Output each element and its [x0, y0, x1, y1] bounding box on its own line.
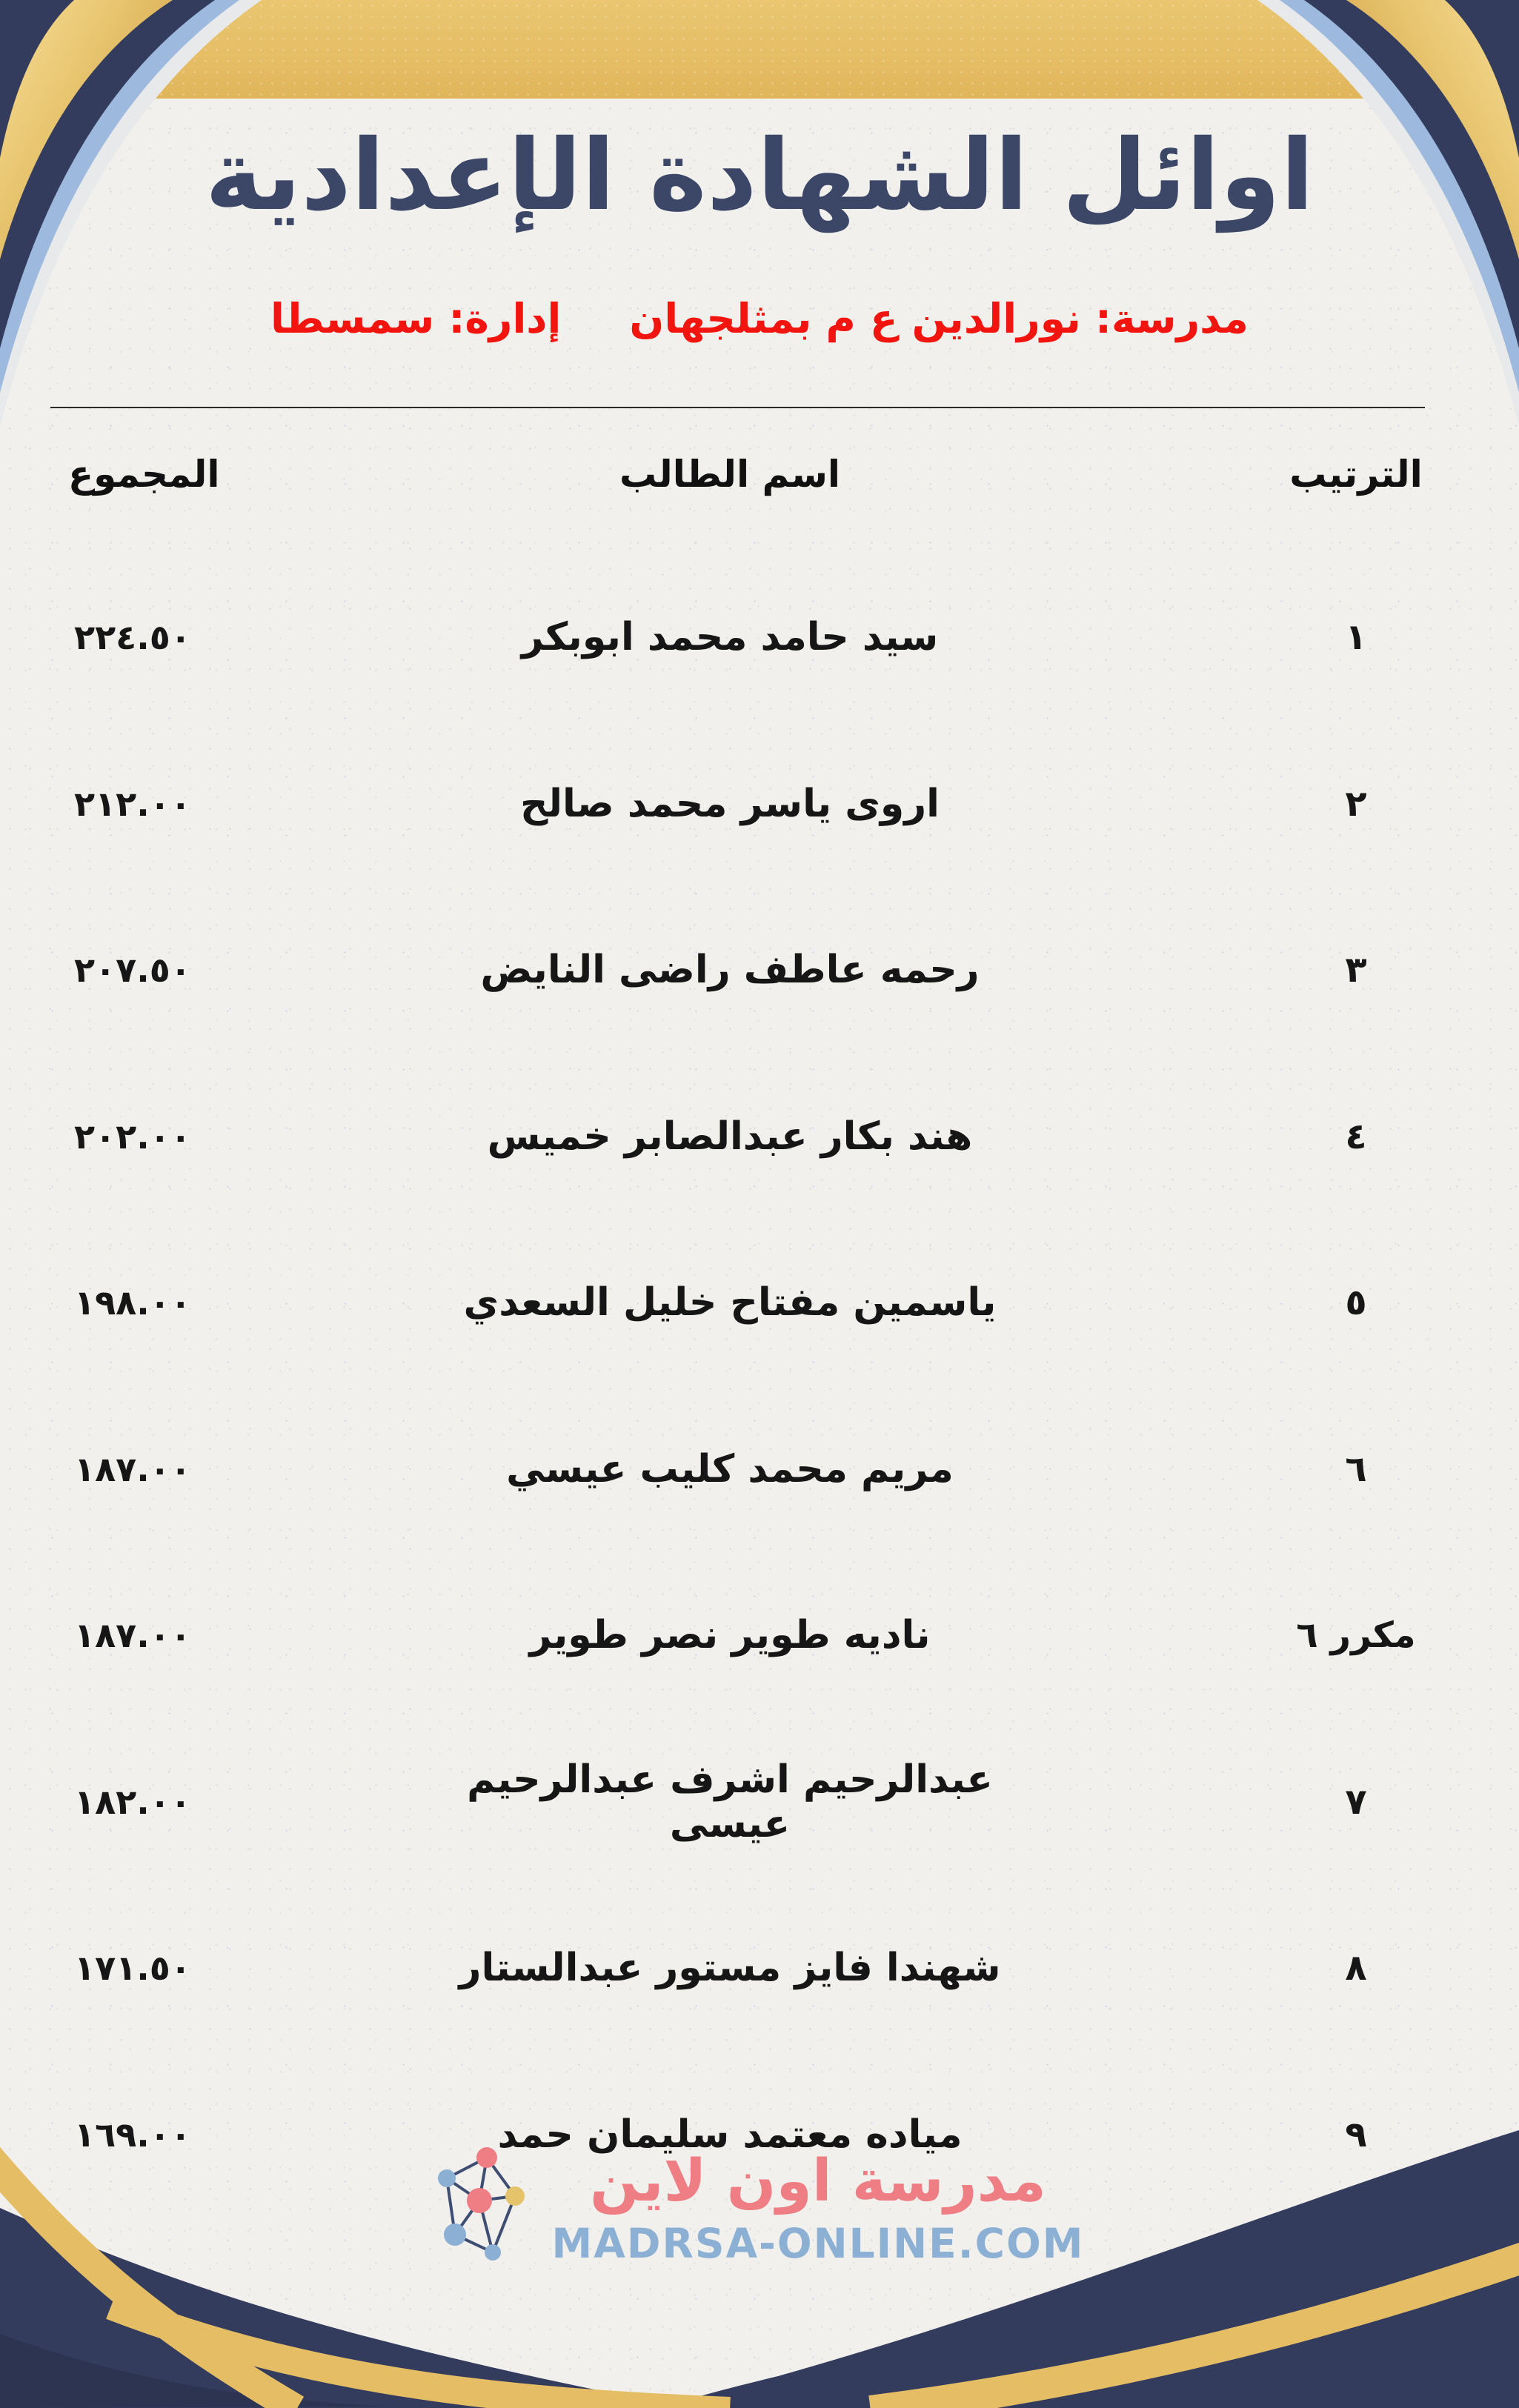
name-cell: شهندا فايز مستور عبدالستار [459, 1946, 1001, 1991]
total-cell: ٢٠٢.٠٠ [74, 1116, 191, 1157]
logo-domain-text: MADRSA-ONLINE.COM [551, 2219, 1085, 2267]
table-row [0, 1719, 1519, 1886]
site-logo [0, 2141, 1519, 2275]
rank-cell: ٦ [1345, 1448, 1367, 1490]
total-cell: ١٦٩.٠٠ [74, 2114, 191, 2155]
table-row [0, 1552, 1519, 1719]
site-logo-text [551, 2147, 1085, 2267]
rank-cell: ٣ [1345, 949, 1367, 991]
rank-cell: ٢ [1345, 782, 1367, 825]
name-cell: عبدالرحيم اشرف عبدالرحيم عيسى [467, 1757, 993, 1846]
network-graph-icon [435, 2141, 531, 2275]
total-cell: ١٨٧.٠٠ [74, 1615, 191, 1656]
name-cell: ياسمين مفتاح خليل السعدي [463, 1280, 997, 1326]
table-row [0, 1054, 1519, 1220]
rank-cell: ٨ [1345, 1947, 1367, 1989]
name-cell: مياده معتمد سليمان حمد [497, 2112, 963, 2157]
name-cell: مريم محمد كليب عيسي [506, 1446, 954, 1491]
table-row [0, 1386, 1519, 1553]
table-row [0, 887, 1519, 1054]
name-cell: ناديه طوير نصر طوير [529, 1613, 931, 1658]
rank-cell: مكرر ٦ [1296, 1614, 1416, 1657]
school-info-line [0, 295, 1519, 342]
total-cell: ١٨٧.٠٠ [74, 1449, 191, 1489]
rank-cell: ٤ [1345, 1115, 1367, 1157]
school-name: مدرسة: نورالدين ع م بمثلجهان [629, 295, 1249, 342]
header-divider [50, 407, 1425, 408]
table-header-row [0, 441, 1519, 508]
table-row [0, 554, 1519, 721]
total-cell: ١٧١.٥٠ [74, 1948, 191, 1989]
administration-name: إدارة: سمسطا [270, 295, 562, 342]
page-title: اوائل الشهادة الإعدادية [205, 119, 1314, 233]
name-cell: هند بكار عبدالصابر خميس [487, 1114, 973, 1159]
total-column-header: المجموع [68, 453, 220, 496]
rank-column-header: الترتيب [1289, 453, 1423, 496]
rank-cell: ٩ [1345, 2113, 1367, 2155]
total-cell: ١٩٨.٠٠ [74, 1283, 191, 1323]
rank-cell: ٧ [1345, 1780, 1367, 1823]
total-cell: ٢١٢.٠٠ [74, 783, 191, 824]
results-table [0, 554, 1519, 2218]
table-row [0, 1220, 1519, 1386]
name-cell: رحمه عاطف راضى النايض [480, 948, 980, 993]
total-cell: ٢٠٧.٥٠ [74, 950, 191, 991]
total-cell: ١٨٢.٠٠ [74, 1781, 191, 1822]
rank-cell: ٥ [1345, 1282, 1367, 1324]
name-cell: سيد حامد محمد ابوبكر [521, 615, 939, 660]
name-column-header: اسم الطالب [619, 453, 841, 496]
name-cell: اروى ياسر محمد صالح [520, 781, 940, 826]
rank-cell: ١ [1345, 616, 1367, 659]
total-cell: ٢٢٤.٥٠ [74, 617, 191, 658]
logo-arabic-text: مدرسة اون لاين [590, 2147, 1046, 2215]
table-row [0, 1885, 1519, 2052]
table-row [0, 721, 1519, 888]
